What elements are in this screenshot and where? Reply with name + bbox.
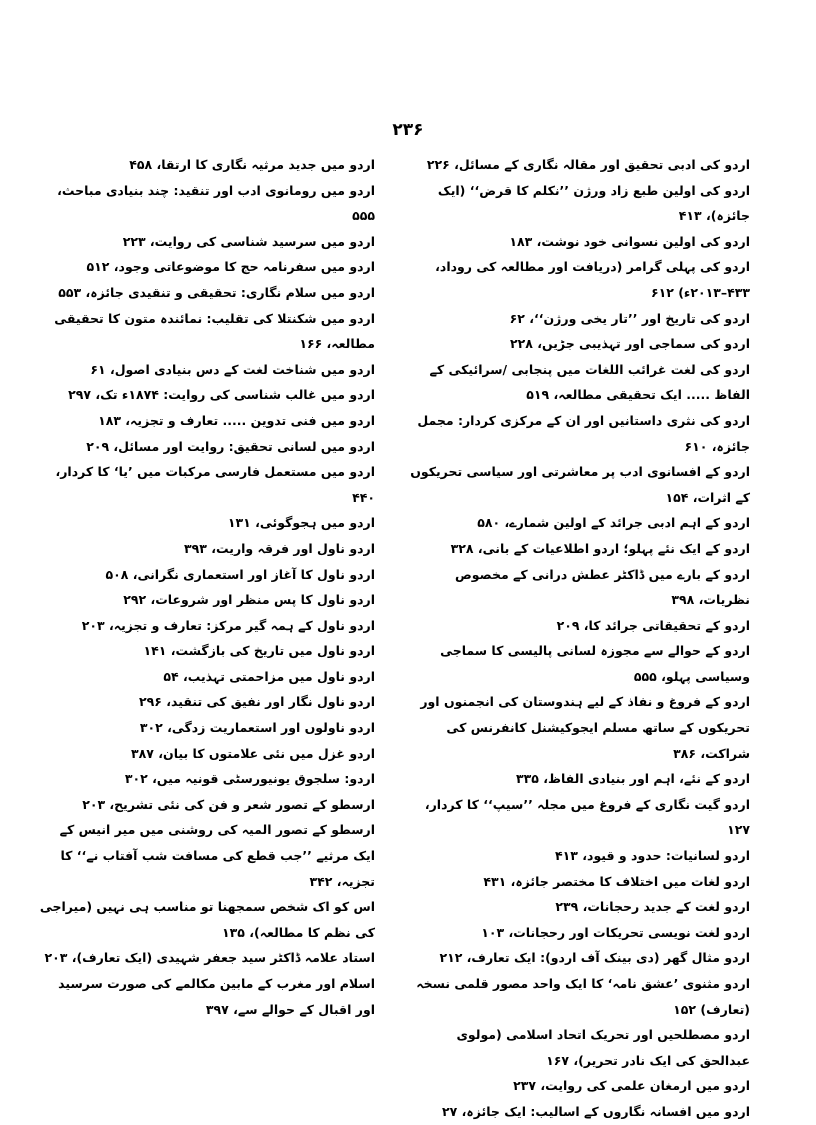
index-entry: اردو میں شکنتلا کی تقلیب: نمائندہ متون کا تحقیقی مطالعہ، ۱۶۶ (54, 310, 375, 352)
index-entry: اردو میں سفرنامہ حج کا موضوعاتی وجود، ۵۱۲ (86, 259, 375, 275)
page-number: ۲۳۶ (392, 120, 424, 140)
index-entry: اردو کے بارے میں ڈاکٹر عطش درانی کے مخصوص نظریات، ۳۹۸ (454, 566, 750, 608)
index-entry: ارسطو کے تصور المیہ کی روشنی میں میر انیس کے ایک مرثیے ’’جب قطع کی مسافت شب آفتاب نے‘‘ کا تجزیہ، ۳۴۲ (59, 822, 375, 889)
index-entry: اردو کے نئے، اہم اور بنیادی الفاظ، ۳۳۵ (515, 771, 750, 787)
index-entry: استاد علامہ ڈاکٹر سید جعفر شہیدی (ایک تعارف)، ۲۰۳ (44, 950, 375, 966)
index-entry: اردو مثنوی ’عشق نامہ‘ کا ایک واحد مصور قلمی نسخہ (تعارف) ۱۵۲ (416, 976, 750, 1017)
index-column-left (35, 152, 375, 1022)
index-entry: اردو ناول کا پس منظر اور شروعات، ۲۹۲ (123, 592, 375, 608)
index-entry: اردو کے اہم ادبی جرائد کے اولین شمارے، ۵۸۰ (477, 515, 750, 531)
index-entry: اردو کی نثری داستانیں اور ان کے مرکزی کردار: مجمل جائزہ، ۶۱۰ (417, 412, 750, 454)
index-entry: اردو میں ارمغان علمی کی روایت، ۲۳۷ (513, 1078, 750, 1094)
index-entry: اردو لغات میں اختلاف کا مختصر جائزہ، ۴۳۱ (483, 873, 750, 889)
index-entry: اردو کے تحقیقاتی جرائد کا، ۲۰۹ (556, 617, 750, 633)
index-entry: اردو غزل میں نئی علامتوں کا بیان، ۳۸۷ (131, 745, 375, 761)
index-entry: اردو میں ہجوگوئی، ۱۳۱ (227, 515, 375, 531)
index-column-right (410, 152, 750, 1125)
index-entry: اردو کے فروغ و نفاذ کے لیے ہندوستان کی انجمنوں اور تحریکوں کے ساتھ مسلم ایجوکیشنل کانفرنس کی شراکت، ۳۸۶ (420, 694, 750, 761)
index-entry: اردو میں لسانی تحقیق: روایت اور مسائل، ۲۰۹ (86, 438, 375, 454)
index-entry: اردو میں سرسید شناسی کی روایت، ۲۲۳ (122, 233, 375, 249)
index-entry: اردو کے افسانوی ادب پر معاشرتی اور سیاسی تحریکوں کے اثرات، ۱۵۴ (410, 464, 750, 505)
index-entry: اردو ناول کے ہمہ گیر مرکز: تعارف و تجزیہ، ۲۰۳ (81, 617, 375, 633)
index-entry: اردو لسانیات: حدود و قیود، ۴۱۳ (555, 848, 750, 864)
index-entry: اردو میں سلام نگاری: تحقیقی و تنقیدی جائزہ، ۵۵۳ (58, 284, 375, 300)
index-entry: اردو کے حوالے سے مجوزہ لسانی پالیسی کا سماجی وسیاسی پہلو، ۵۵۵ (440, 643, 750, 684)
index-entry: اردو ناول میں تاریخ کی بازگشت، ۱۴۱ (143, 643, 375, 659)
index-entry: اردو ناول میں مزاحمتی تہذیب، ۵۴ (163, 668, 375, 684)
index-entry: ارسطو کے تصور شعر و فن کی نئی تشریح، ۲۰۳ (82, 796, 375, 812)
index-entry: اردو مثال گھر (دی بینک آف اردو): ایک تعارف، ۲۱۲ (439, 950, 750, 966)
index-entry: اردو ناولوں اور استعماریت زدگی، ۳۰۲ (139, 720, 375, 736)
index-entry: اردو میں جدید مرثیہ نگاری کا ارتقا، ۴۵۸ (129, 157, 375, 172)
index-entry: اردو میں شناخت لغت کے دس بنیادی اصول، ۶۱ (90, 361, 375, 377)
index-entry: اردو لغت کے جدید رحجانات، ۲۳۹ (555, 899, 750, 915)
index-entry: اردو کی اولین طبع زاد ورژن ’’نکلم کا قرض‘‘ (ایک جائزہ)، ۴۱۳ (437, 182, 750, 224)
index-entry: اردو کی اولین نسوانی خود نوشت، ۱۸۳ (509, 233, 750, 249)
index-entry: اردو ناول کا آغاز اور استعماری نگرانی، ۵۰۸ (105, 566, 375, 582)
index-entry: اردو میں مستعمل فارسی مرکبات میں ’یا‘ کا کردار، ۴۴۰ (55, 464, 375, 505)
index-entry: اردو ناول اور فرقہ واریت، ۳۹۳ (184, 540, 375, 556)
index-entry: اردو مصطلحیں اور تحریک اتحاد اسلامی (مولوی عبدالحق کی ایک نادر تحریر)، ۱۶۷ (456, 1027, 750, 1068)
index-entry: اردو کی پہلی گرامر (دریافت اور مطالعہ کی روداد، ۴۳۳–۲۰۱۳ء) ۶۱۲ (435, 259, 750, 300)
index-entry: اردو ناول نگار اور نفیق کی تنقید، ۲۹۶ (139, 694, 375, 710)
index-entry: اردو میں رومانوی ادب اور تنقید: چند بنیادی مباحث، ۵۵۵ (57, 182, 375, 224)
index-entry: اردو گیت نگاری کے فروغ میں مجلہ ’’سیپ‘‘ کا کردار، ۱۲۷ (424, 796, 750, 838)
index-entry: اردو کی ادبی تحقیق اور مقالہ نگاری کے مسائل، ۲۲۶ (426, 157, 750, 172)
index-entry: اردو کی سماجی اور تہذیبی جڑیں، ۲۲۸ (509, 336, 750, 352)
index-entry: اردو کے ایک نئے پہلو؛ اردو اطلاعیات کے بانی، ۳۲۸ (450, 540, 750, 556)
index-entry: اردو کی تاریخ اور ’’تار یخی ورژن‘‘، ۶۲ (509, 310, 750, 326)
index-entry: اردو: سلجوق یونیورسٹی قونیہ میں، ۳۰۲ (124, 771, 375, 787)
index-entry: اردو کی لغت غرائب اللغات میں پنجابی /سرائیکی کے الفاظ ..... ایک تحقیقی مطالعہ، ۵۱۹ (429, 361, 750, 403)
index-entry: اس کو اک شخص سمجھنا تو مناسب ہی نہیں (میراجی کی نظم کا مطالعہ)، ۱۳۵ (39, 899, 375, 940)
index-entry: اردو میں فنی تدوین ..... تعارف و تجزیہ، ۱۸۳ (98, 412, 375, 428)
index-entry: اردو میں غالب شناسی کی روایت: ۱۸۷۴ء تک، ۲۹۷ (68, 387, 375, 403)
index-entry: اردو میں افسانہ نگاروں کے اسالیب: ایک جائزہ، ۲۷ (442, 1103, 750, 1119)
index-entry: اسلام اور مغرب کے مابین مکالمے کی صورت سرسید اور اقبال کے حوالے سے، ۳۹۷ (58, 976, 375, 1017)
index-entry: اردو لغت نویسی تحریکات اور رحجانات، ۱۰۳ (481, 924, 750, 940)
